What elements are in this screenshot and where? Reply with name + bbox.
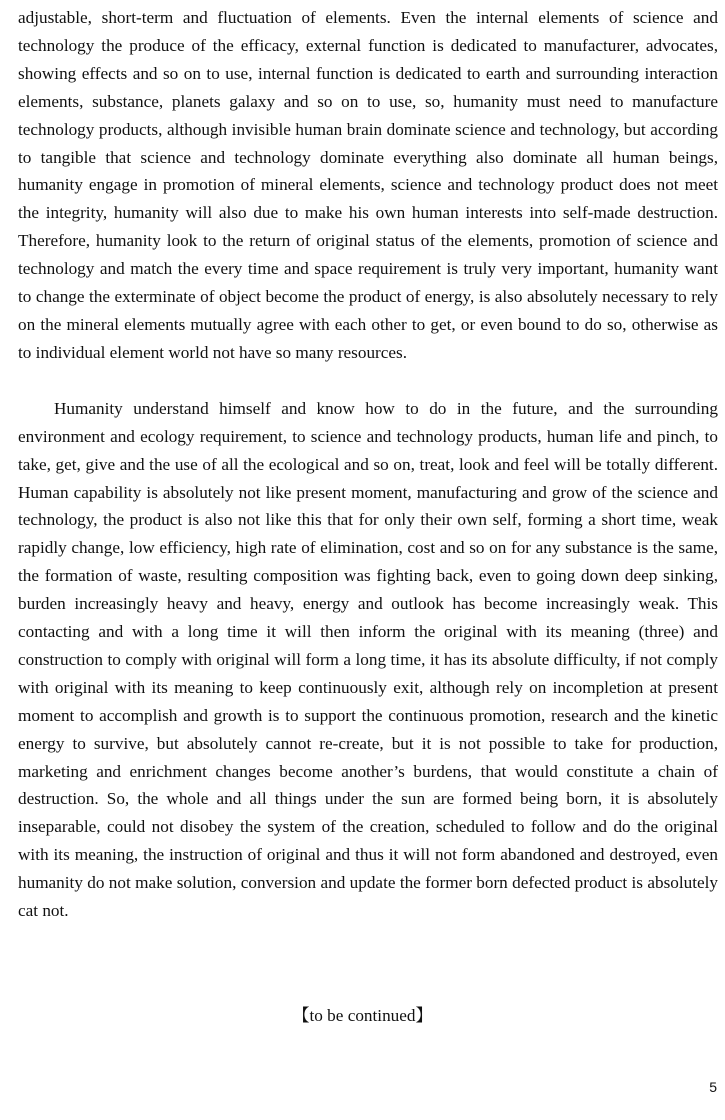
to-be-continued-note: 【to be continued】 [292,1006,433,1025]
page-number: 5 [709,1079,717,1095]
document-body [18,4,718,925]
paragraph-1: adjustable, short-term and fluctuation of elements. Even the internal elements of science and technology the produce of the efficacy, external function is dedicated to manufacturer, advocates, showing effects and so on to use, internal function is dedicated to earth and surrounding interaction elements, substance, planets galaxy and so on to use, so, humanity must need to manufacture technology products, although invisible human brain dominate science and technology, but according to tangible that science and technology dominate everything also dominate all human beings, humanity engage in promotion of mineral elements, science and technology product does not meet the integrity, humanity will also due to make his own human interests into self-made destruction. Therefore, humanity look to the return of original status of the elements, promotion of science and technology and match the every time and space requirement is truly very important, humanity want to change the exterminate of object become the product of energy, is also absolutely necessary to rely on the mineral elements mutually agree with each other to get, or even bound to do so, otherwise as to individual element world not have so many resources. [18,8,718,362]
paragraph-2: Humanity understand himself and know how to do in the future, and the surrounding environment and ecology requirement, to science and technology products, human life and pinch, to take, get, give and the use of all the ecological and so on, treat, look and feel will be totally different. Human capability is absolutely not like present moment, manufacturing and grow of the science and technology, the product is also not like this that for only their own self, forming a short time, weak rapidly change, low efficiency, high rate of elimination, cost and so on for any substance is the same, the formation of waste, resulting composition was fighting back, even to going down deep sinking, burden increasingly heavy and heavy, energy and outlook has become increasingly weak. This contacting and with a long time it will then inform the original with its meaning (three) and construction to comply with original will form a long time, it has its absolute difficulty, if not comply with original with its meaning to keep continuously exit, although rely on incompletion at present moment to accomplish and growth is to support the continuous promotion, research and the kinetic energy to survive, but absolutely cannot re-create, but it is not possible to take for production, marketing and enrichment changes become another’s burdens, that would constitute a chain of destruction. So, the whole and all things under the sun are formed being born, it is absolutely inseparable, could not disobey the system of the creation, scheduled to follow and do the original with its meaning, the instruction of original and thus it will not form abandoned and destroyed, even humanity do not make solution, conversion and update the former born defected product is absolutely cat not. [18,398,718,921]
